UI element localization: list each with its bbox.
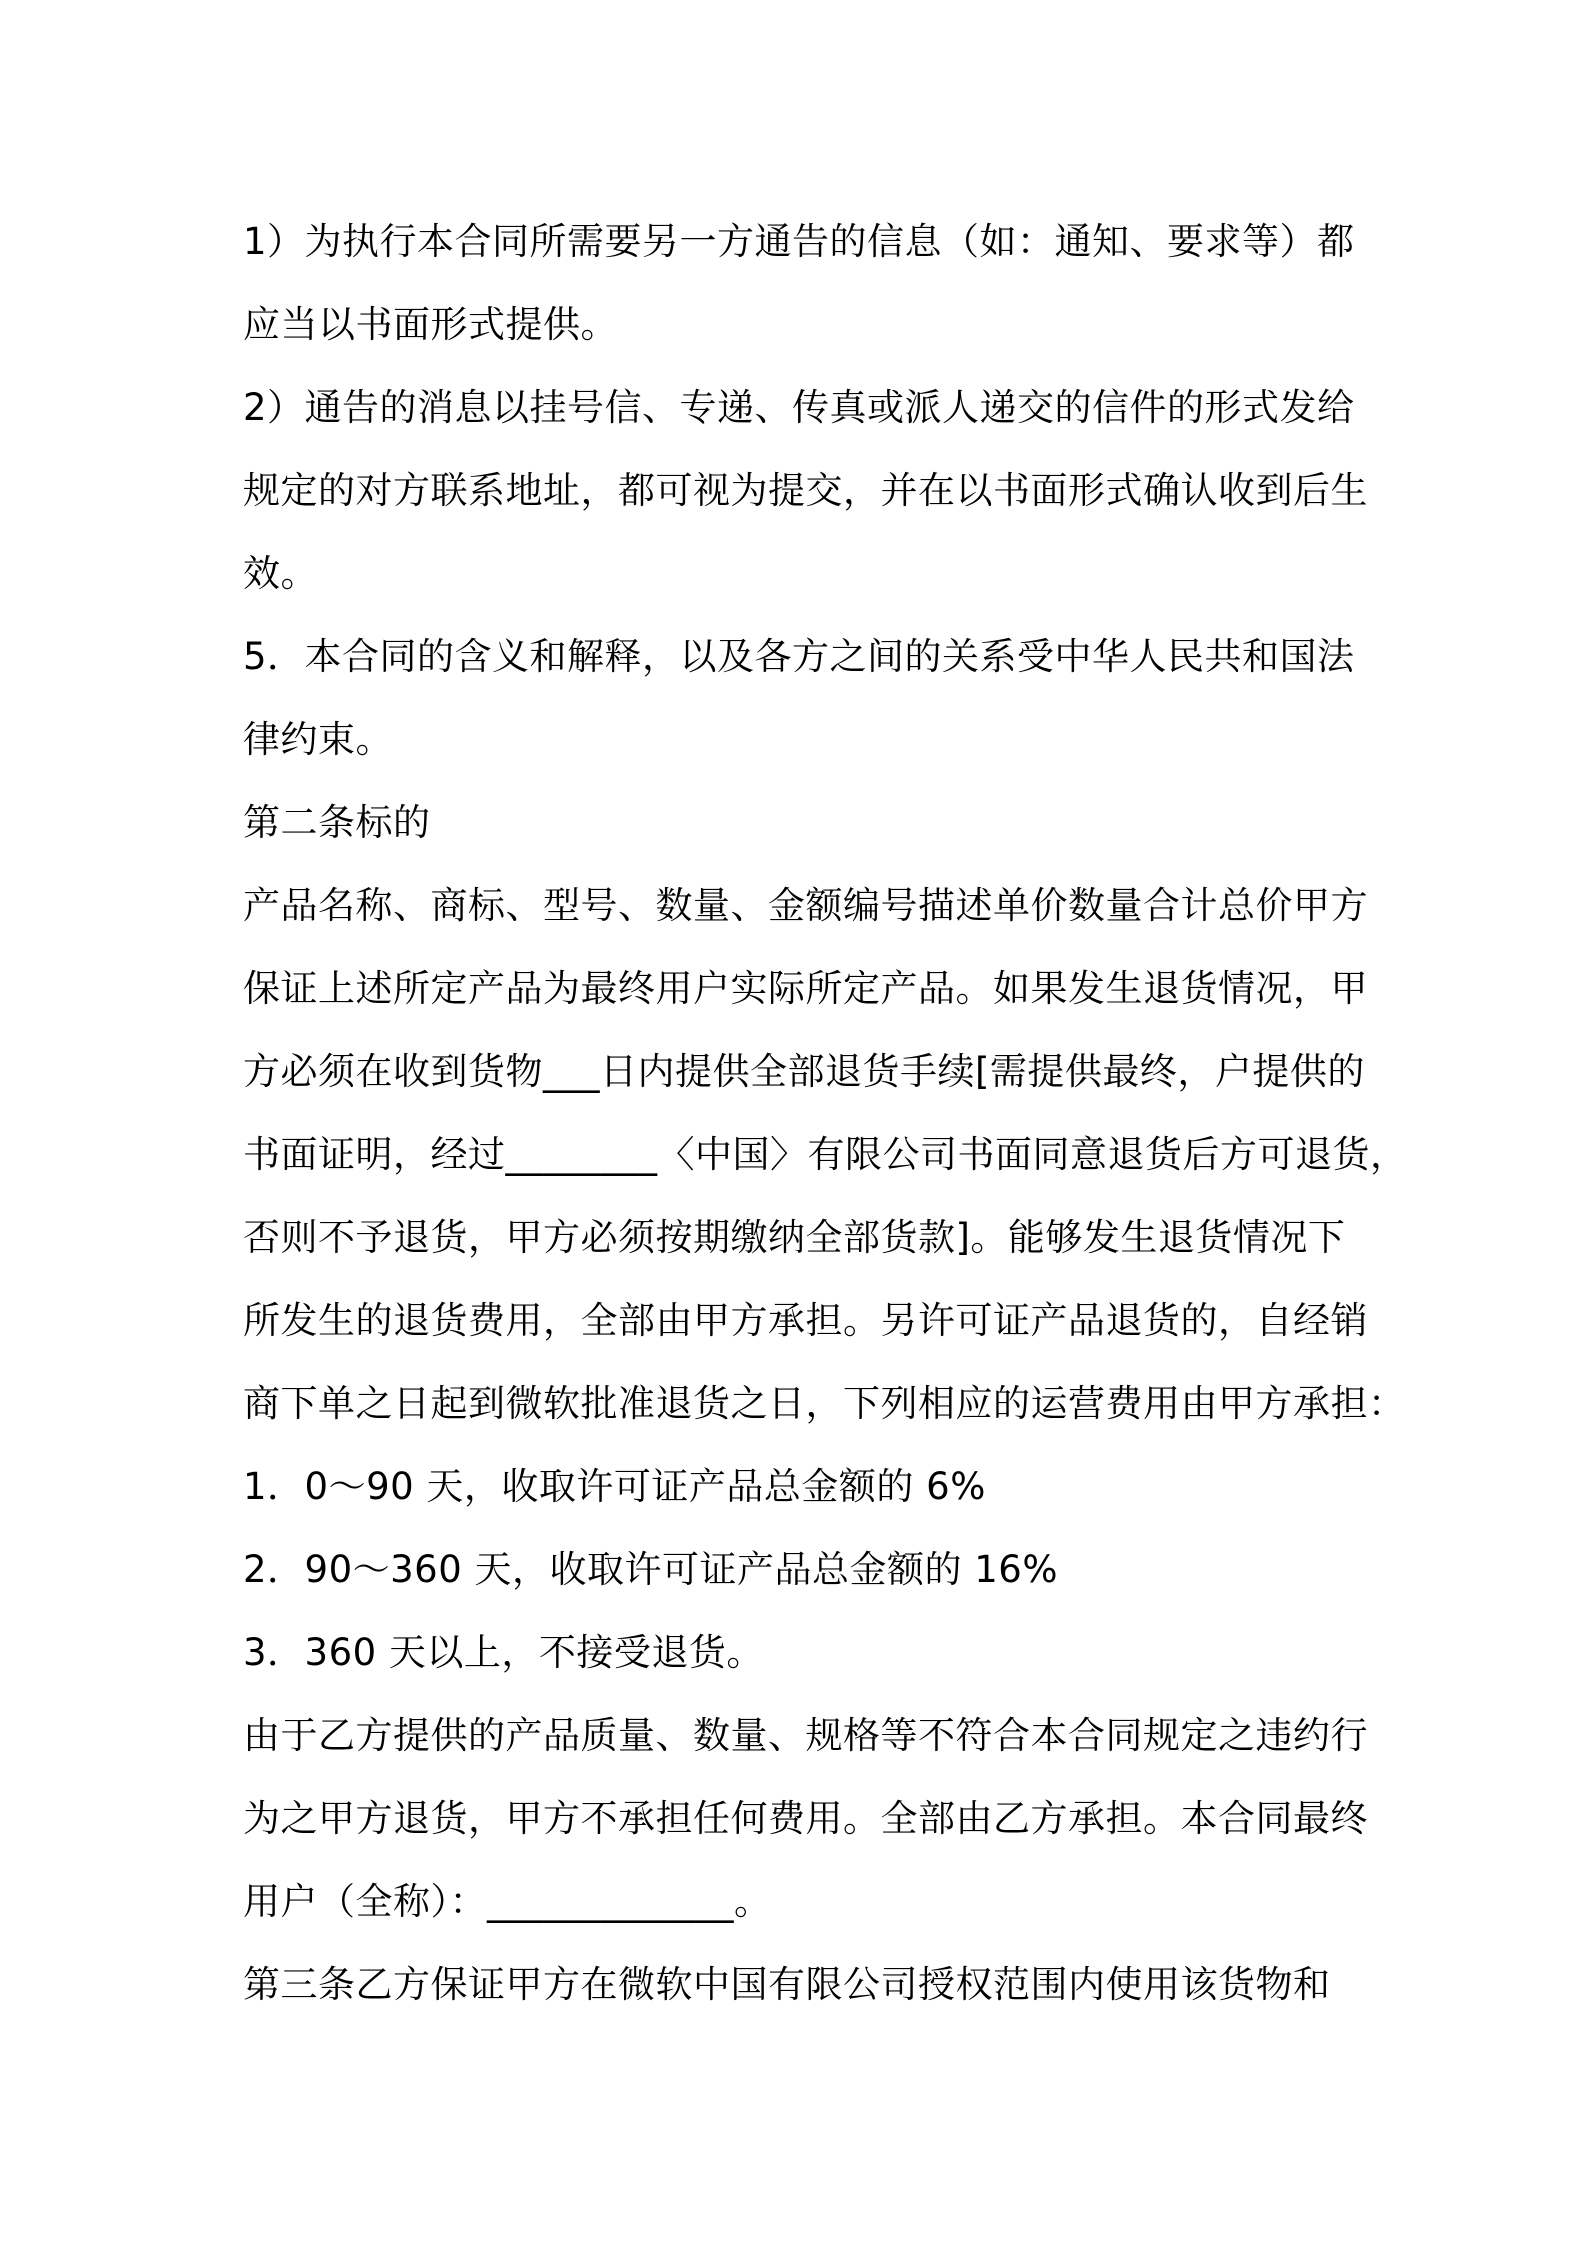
text-line: 规定的对方联系地址，都可视为提交，并在以书面形式确认收到后生 [243,469,1368,512]
list-item: 2．90～360 天，收取许可证产品总金额的 16% [243,1548,1059,1591]
section-heading: 第三条乙方保证甲方在微软中国有限公司授权范围内使用该货物和 [243,1963,1331,2006]
text-line: 5．本合同的含义和解释，以及各方之间的关系受中华人民共和国法 [243,635,1355,678]
text-line: 书面证明，经过________〈中国〉有限公司书面同意退货后方可退货， [243,1133,1408,1176]
list-item: 3．360 天以上，不接受退货。 [243,1631,764,1674]
text-line: 否则不予退货，甲方必须按期缴纳全部货款]。能够发生退货情况下 [243,1216,1346,1259]
text-line: 由于乙方提供的产品质量、数量、规格等不符合本合同规定之违约行 [243,1714,1368,1757]
section-heading: 第二条标的 [243,801,431,844]
text-line: 用户（全称）：_____________。 [243,1880,772,1923]
text-line: 商下单之日起到微软批准退货之日，下列相应的运营费用由甲方承担： [243,1382,1406,1425]
document-body [243,200,1408,2026]
text-line: 1）为执行本合同所需要另一方通告的信息（如：通知、要求等）都 [243,220,1355,263]
text-line: 应当以书面形式提供。 [243,303,618,346]
text-line: 2）通告的消息以挂号信、专递、传真或派人递交的信件的形式发给 [243,386,1355,429]
text-line: 产品名称、商标、型号、数量、金额编号描述单价数量合计总价甲方 [243,884,1368,927]
list-item: 1．0～90 天，收取许可证产品总金额的 6% [243,1465,986,1508]
text-line: 保证上述所定产品为最终用户实际所定产品。如果发生退货情况，甲 [243,967,1368,1010]
text-line: 律约束。 [243,718,393,761]
text-line: 所发生的退货费用，全部由甲方承担。另许可证产品退货的，自经销 [243,1299,1368,1342]
text-line: 为之甲方退货，甲方不承担任何费用。全部由乙方承担。本合同最终 [243,1797,1368,1840]
text-line: 方必须在收到货物___日内提供全部退货手续[需提供最终，户提供的 [243,1050,1365,1093]
text-line: 效。 [243,552,318,595]
